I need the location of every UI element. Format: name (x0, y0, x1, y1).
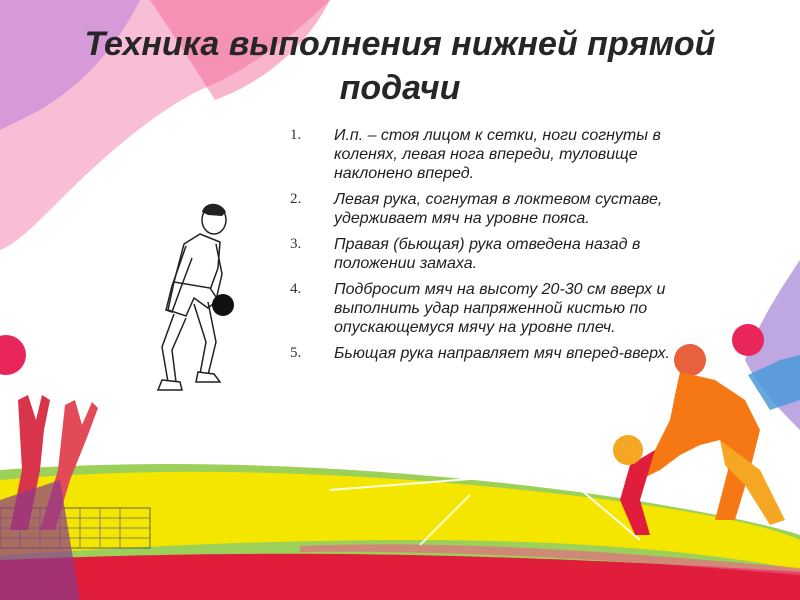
step-item (290, 126, 690, 183)
step-text: Левая рука, согнутая в локтевом суставе, удерживает мяч на уровне пояса. (334, 191, 663, 227)
step-text: Подбросит мяч на высоту 20-30 см вверх и выполнить удар напряженной кистью по опускающемуся мячу на уровне плеч. (334, 281, 666, 336)
step-number: 2. (290, 191, 302, 207)
pink-dot-left (0, 335, 26, 375)
step-text: Бьющая рука направляет мяч вперед-вверх. (334, 345, 670, 362)
step-text: Правая (бьющая) рука отведена назад в положении замаха. (334, 236, 641, 272)
steps-list (290, 126, 690, 370)
slide-title: Техника выполнения нижней прямой подачи (84, 25, 716, 107)
step-item (290, 235, 690, 273)
step-number: 3. (290, 236, 302, 252)
step-text: И.п. – стоя лицом к сетки, ноги согнуты в коленях, левая нога впереди, туловище наклонено вперед. (334, 127, 661, 182)
step-number: 1. (290, 127, 302, 143)
step-number: 4. (290, 281, 302, 297)
step-number: 5. (290, 345, 302, 361)
step-item (290, 190, 690, 228)
volleyball-ball-icon (613, 435, 643, 465)
volleyball-server-drawing-icon (122, 182, 262, 412)
ball-drawing (212, 294, 234, 316)
pink-dot-right (732, 324, 764, 356)
step-item (290, 280, 690, 337)
step-item (290, 344, 690, 363)
volleyball-player-silhouette-icon (613, 344, 800, 535)
